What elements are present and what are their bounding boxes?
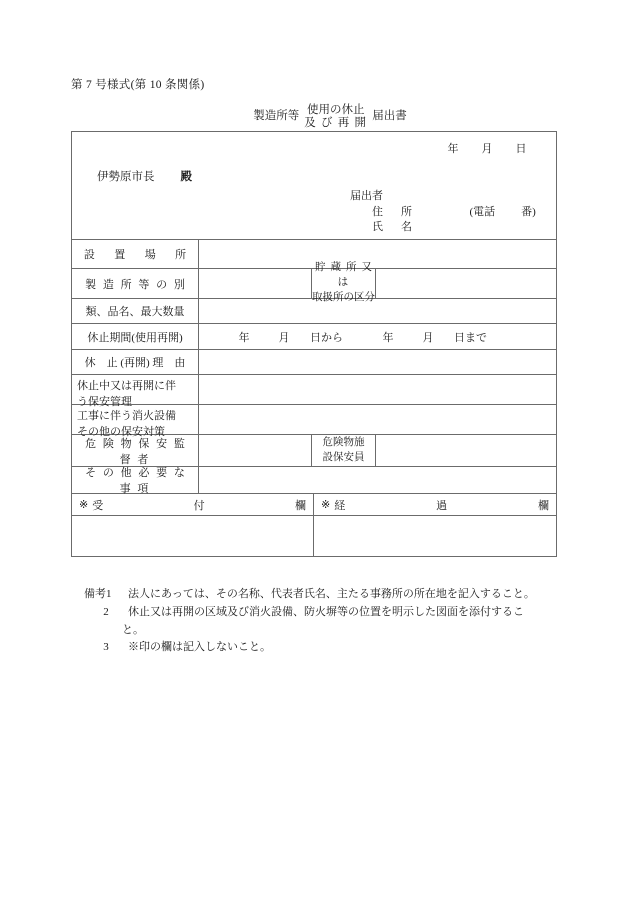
period-day-from: 日から bbox=[310, 331, 343, 344]
addressee-line bbox=[97, 168, 192, 184]
value-facility-type[interactable] bbox=[199, 269, 312, 298]
label-suspension-period: 休止期間(使用再開) bbox=[72, 324, 199, 349]
safety-management-line-1: 休止中又は再開に伴 bbox=[77, 380, 176, 392]
applicant-label: 届出者 bbox=[350, 190, 383, 202]
label-facility-type: 製 造 所 等 の 別 bbox=[72, 269, 199, 298]
value-installation-location[interactable] bbox=[199, 240, 556, 268]
period-month-from: 月 bbox=[278, 331, 290, 344]
label-class-name-quantity: 類、品名、最大数量 bbox=[72, 299, 199, 323]
note-item-1 bbox=[84, 586, 584, 604]
value-storage-handling-category[interactable] bbox=[376, 269, 556, 298]
note-2-text: 休止又は再開の区域及び消火設備、防火塀等の位置を明示した図面を添付するこ bbox=[128, 605, 524, 618]
period-month-to: 月 bbox=[422, 331, 434, 344]
value-other-matters[interactable] bbox=[199, 467, 556, 493]
form-number: 第 7 号様式(第 10 条関係) bbox=[71, 79, 205, 91]
value-facility-safety-officer[interactable] bbox=[376, 435, 556, 466]
processing-column-body[interactable] bbox=[314, 516, 556, 556]
note-3-number: 3 bbox=[103, 641, 109, 654]
processing-label-middle: 過 bbox=[436, 499, 448, 512]
fire-measures-line-1: 工事に伴う消火設備 bbox=[77, 410, 176, 422]
title-prefix: 製造所等 bbox=[253, 110, 300, 123]
note-item-2 bbox=[84, 604, 584, 622]
receipt-label-last: 欄 bbox=[295, 499, 306, 512]
addressee-honorific: 殿 bbox=[180, 171, 192, 183]
receipt-asterisk-mark: ※ bbox=[79, 499, 89, 511]
title-line-1: 使用の休止 bbox=[307, 104, 365, 117]
table-row-suspension-reason bbox=[72, 350, 556, 375]
safety-officer-line-2: 設保安員 bbox=[322, 451, 365, 463]
label-fire-equipment-measures bbox=[72, 405, 199, 438]
applicant-block bbox=[350, 189, 536, 236]
note-1-number: 備考1 bbox=[84, 588, 112, 600]
submission-date-line bbox=[436, 140, 538, 156]
label-facility-safety-officer bbox=[312, 435, 376, 466]
applicant-name-line bbox=[350, 220, 536, 236]
value-fire-equipment-measures[interactable] bbox=[199, 405, 556, 434]
title-stacked-phrase bbox=[304, 104, 367, 130]
period-day-to: 日まで bbox=[454, 331, 487, 344]
safety-management-line-2: う保安管理 bbox=[77, 395, 132, 408]
value-safety-management[interactable] bbox=[199, 375, 556, 404]
table-row-facility-type bbox=[72, 262, 556, 303]
table-row-class-name-quantity bbox=[72, 299, 556, 324]
storage-category-line-1: 貯 蔵 所 又 は bbox=[314, 262, 374, 289]
label-suspension-reason: 休 止 (再開) 理 由 bbox=[72, 350, 199, 374]
value-class-name-quantity[interactable] bbox=[199, 299, 556, 323]
value-suspension-period[interactable] bbox=[199, 324, 556, 349]
date-month-label: 月 bbox=[481, 143, 493, 155]
form-header-block bbox=[72, 132, 556, 240]
facility-type-split bbox=[199, 262, 556, 303]
note-2-continuation: と。 bbox=[122, 623, 144, 636]
note-item-3 bbox=[84, 639, 584, 657]
name-label: 氏 名 bbox=[372, 221, 416, 234]
title-suffix: 届出書 bbox=[372, 110, 407, 123]
receipt-label-middle: 付 bbox=[193, 499, 205, 512]
processing-label-first: 経 bbox=[334, 499, 346, 512]
note-2-number: 2 bbox=[103, 605, 109, 618]
label-storage-handling-category bbox=[312, 262, 376, 303]
processing-asterisk-mark: ※ bbox=[321, 499, 331, 511]
addressee-name: 伊勢原市長 bbox=[97, 171, 155, 183]
receipt-column-header bbox=[72, 494, 313, 516]
safety-officer-line-1: 危険物施 bbox=[322, 436, 365, 448]
receipt-column bbox=[72, 494, 314, 556]
note-3-text: ※印の欄は記入しないこと。 bbox=[128, 641, 271, 654]
title-line-2: 及 び 再 開 bbox=[304, 117, 368, 129]
label-safety-supervisor: 危 険 物 保 安 監 督 者 bbox=[72, 435, 199, 466]
notification-form-table bbox=[71, 131, 557, 557]
table-row-safety-management bbox=[72, 375, 556, 408]
safety-supervisor-split bbox=[199, 435, 556, 466]
form-notes bbox=[84, 586, 584, 657]
official-use-section bbox=[72, 494, 556, 557]
note-1-text: 法人にあっては、その名称、代表者氏名、主たる事務所の所在地を記入すること。 bbox=[128, 588, 535, 600]
processing-label-last: 欄 bbox=[538, 499, 549, 512]
phone-open-paren: (電話 bbox=[469, 205, 496, 218]
storage-category-line-2: 取扱所の区分 bbox=[312, 291, 375, 303]
value-safety-supervisor[interactable] bbox=[199, 435, 312, 466]
date-day-label: 日 bbox=[515, 143, 527, 155]
table-row-fire-equipment-measures bbox=[72, 405, 556, 438]
receipt-label-first: 受 bbox=[92, 499, 104, 512]
label-safety-management bbox=[72, 375, 199, 408]
value-suspension-reason[interactable] bbox=[199, 350, 556, 374]
label-other-matters: そ の 他 必 要 な 事 項 bbox=[72, 467, 199, 493]
table-row-other-matters bbox=[72, 467, 556, 494]
fire-measures-line-2: その他の保安対策 bbox=[77, 425, 165, 438]
table-row-safety-supervisor bbox=[72, 435, 556, 467]
receipt-column-body[interactable] bbox=[72, 516, 313, 556]
address-label: 住 所 bbox=[372, 205, 416, 218]
document-title bbox=[180, 100, 480, 134]
processing-column bbox=[314, 494, 556, 556]
phone-field bbox=[470, 205, 536, 221]
applicant-address-line bbox=[350, 205, 536, 221]
processing-column-header bbox=[314, 494, 556, 516]
date-year-label: 年 bbox=[447, 143, 459, 155]
period-year-from: 年 bbox=[238, 331, 250, 344]
table-row-suspension-period bbox=[72, 324, 556, 350]
period-year-to: 年 bbox=[382, 331, 394, 344]
label-installation-location: 設 置 場 所 bbox=[72, 240, 199, 268]
phone-close-paren: 番) bbox=[521, 205, 536, 218]
